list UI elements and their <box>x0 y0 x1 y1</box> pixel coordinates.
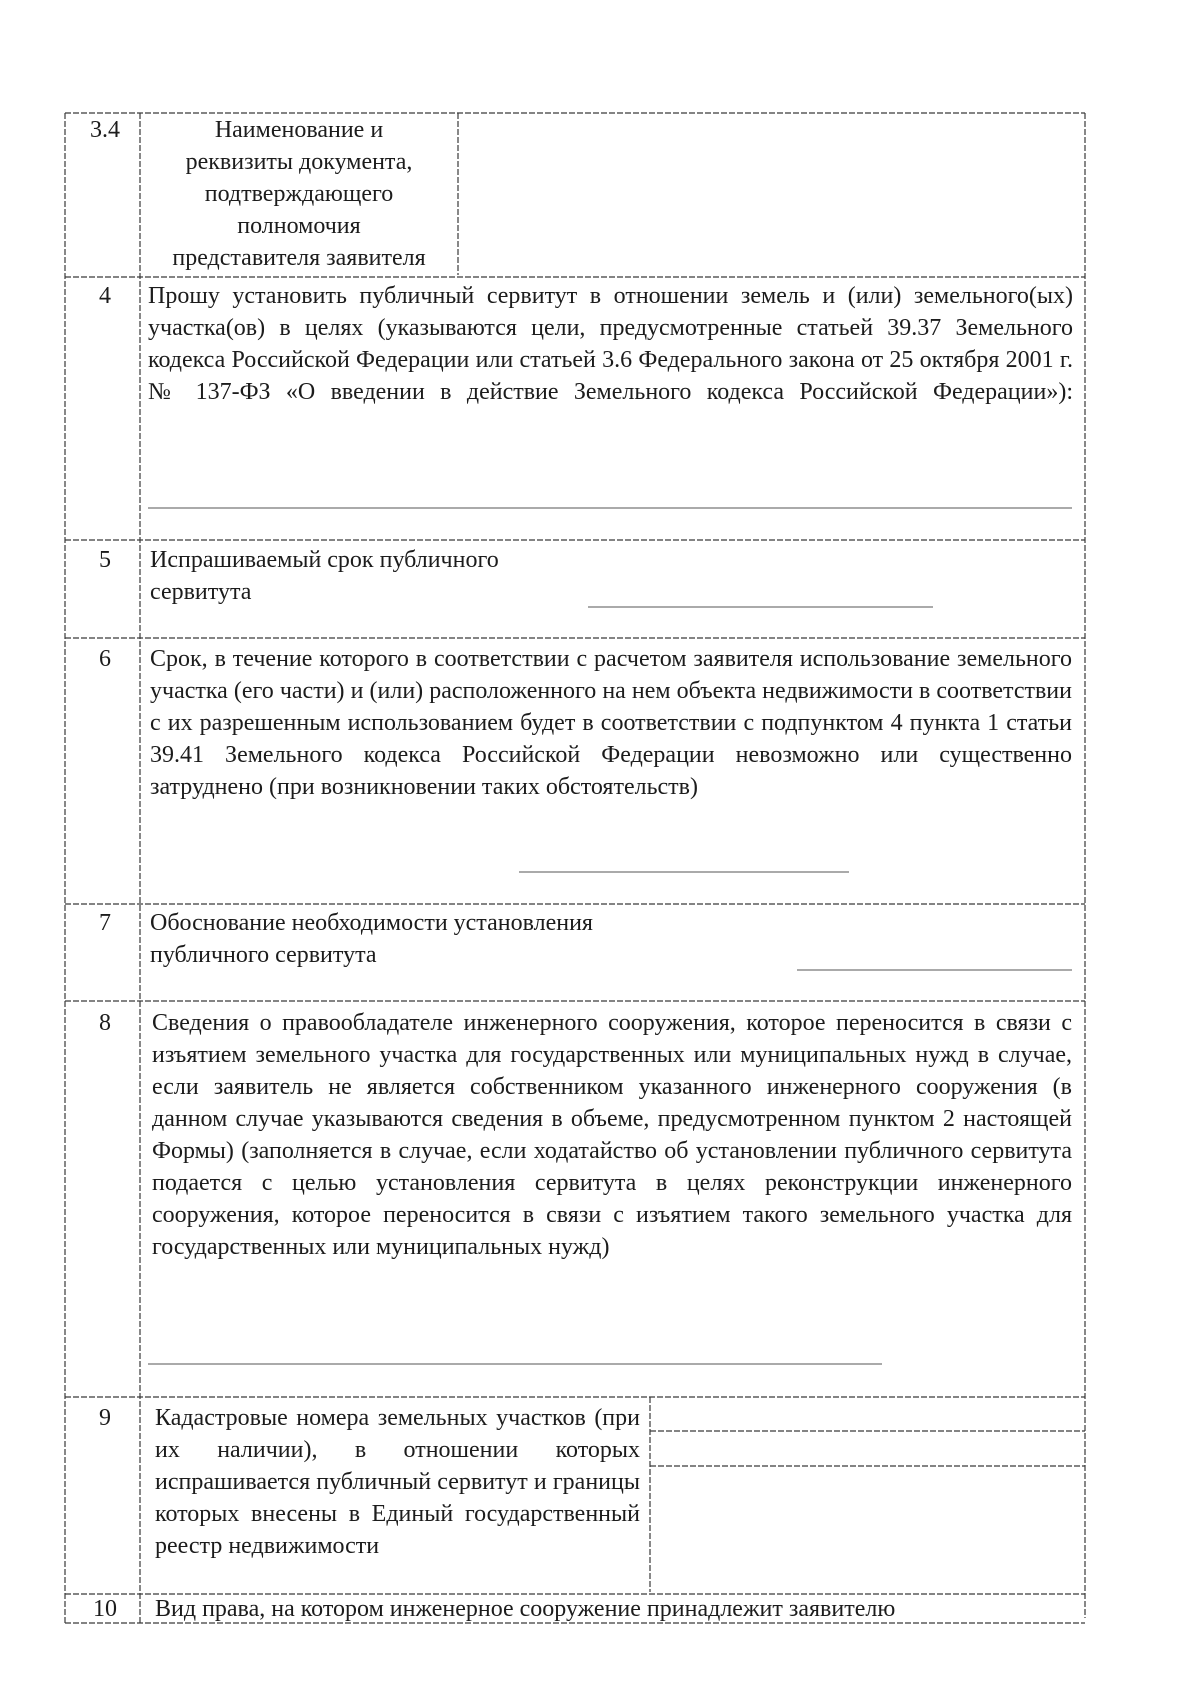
row-9-label: Кадастровые номера земельных участков (при их наличии), в отношении которых испрашивается публичный сервитут и границы которых внесены в Единый государственный реестр недвижимости <box>155 1405 640 1559</box>
row-4-text: Прошу установить публичный сервитут в отношении земель и (или) земельного(ых) участка(ов) в целях (указываются цели, предусмотренные статьей 39.37 Земельного кодекса Российской Федерации или статьей 3.6 Федерального закона от 25 октября 2001 г. № 137-ФЗ «О введении в действие Земельного кодекса Российской Федерации»): <box>148 283 1073 405</box>
row-7-fill-field[interactable] <box>797 941 1072 971</box>
row-number: 10 <box>93 1596 117 1622</box>
row-number: 7 <box>99 910 111 936</box>
row-10-text: Вид права, на котором инженерное сооружение принадлежит заявителю <box>155 1596 896 1622</box>
row-number: 9 <box>99 1405 111 1431</box>
row-9-value-field-3[interactable] <box>651 1467 1084 1592</box>
row-8-text: Сведения о правообладателе инженерного сооружения, которое переносится в связи с изъятием земельного участка для государственных или муниципальных нужд в случае, если заявитель не является собственником указанного инженерного сооружения (в данном случае указываются сведения в объеме, предусмотренном пунктом 2 настоящей Формы) (заполняется в случае, если ходатайство об установлении публичного сервитута подается с целью установления сервитута в целях реконструкции инженерного сооружения, которое переносится в связи с изъятием такого земельного участка для государственных или муниципальных нужд) <box>152 1010 1072 1260</box>
row-6-fill-field[interactable] <box>519 843 849 873</box>
label-line: Обоснование необходимости установления <box>150 910 593 936</box>
row-number: 5 <box>99 547 111 573</box>
row-number: 6 <box>99 646 111 672</box>
row-4-fill-field[interactable] <box>148 478 1073 510</box>
row-5-fill-field[interactable] <box>588 578 933 608</box>
row-number: 3.4 <box>90 117 120 143</box>
label-line: реквизиты документа, <box>185 149 413 175</box>
label-line: сервитута <box>150 579 252 605</box>
label-line: Наименование и <box>214 117 384 143</box>
row-9-value-field-1[interactable] <box>651 1398 1084 1430</box>
row-9-value-field-2[interactable] <box>651 1432 1084 1465</box>
row-number: 8 <box>99 1010 111 1036</box>
label-line: Испрашиваемый срок публичного <box>150 547 499 573</box>
row-number: 4 <box>99 283 111 309</box>
row-6-text: Срок, в течение которого в соответствии с расчетом заявителя использование земельного участка (его части) и (или) расположенного на нем объекта недвижимости в соответствии с их разрешенным использованием будет в соответствии с подпунктом 4 пункта 1 статьи 39.41 Земельного кодекса Российской Федерации невозможно или существенно затруднено (при возникновении таких обстоятельств) <box>150 646 1072 800</box>
label-line: полномочия <box>237 213 361 239</box>
row-7-label <box>150 907 770 971</box>
label-line: представителя заявителя <box>172 245 426 271</box>
row-3-4-label <box>140 114 458 274</box>
row-3-4-value-field[interactable] <box>459 114 1084 276</box>
label-line: публичного сервитута <box>150 942 377 968</box>
label-line: подтверждающего <box>204 181 394 207</box>
row-8-fill-field[interactable] <box>148 1334 882 1365</box>
